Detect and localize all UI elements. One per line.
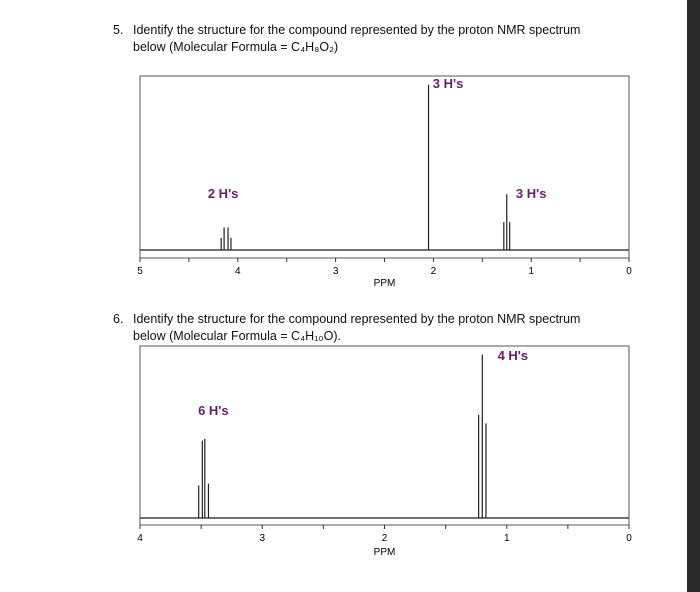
question-line-1: Identify the structure for the compound represented by the proton NMR spectrum (133, 312, 581, 326)
x-tick-label: 4 (235, 266, 241, 277)
question-number: 6. (113, 312, 124, 326)
question-line-1: Identify the structure for the compound represented by the proton NMR spectrum (133, 23, 581, 37)
x-axis-label: PPM (373, 547, 396, 558)
x-tick-label: 1 (503, 533, 510, 544)
integration-label: 3 H's (515, 185, 547, 201)
x-tick-label: 2 (381, 533, 388, 544)
integration-label: 4 H's (497, 347, 529, 363)
x-axis-label: PPM (373, 278, 396, 289)
plot-frame (140, 76, 629, 258)
x-tick-label: 3 (259, 533, 266, 544)
x-tick-label: 0 (626, 266, 632, 277)
window-edge (687, 0, 700, 592)
integration-label: 2 H's (207, 185, 239, 201)
plot-frame (140, 346, 629, 525)
x-tick-label: 3 (332, 266, 339, 277)
integration-label: 6 H's (198, 402, 229, 418)
x-tick-label: 1 (528, 266, 534, 277)
question-line-2: below (Molecular Formula = C₄H₁₀O). (133, 329, 341, 343)
x-tick-label: 2 (430, 266, 437, 277)
question-line-2: below (Molecular Formula = C₄H₈O₂) (133, 40, 339, 54)
x-tick-label: 0 (626, 533, 632, 544)
integration-label: 3 H's (432, 76, 464, 92)
x-tick-label: 5 (137, 266, 143, 277)
question-number: 5. (113, 23, 124, 37)
x-tick-label: 4 (137, 533, 143, 544)
